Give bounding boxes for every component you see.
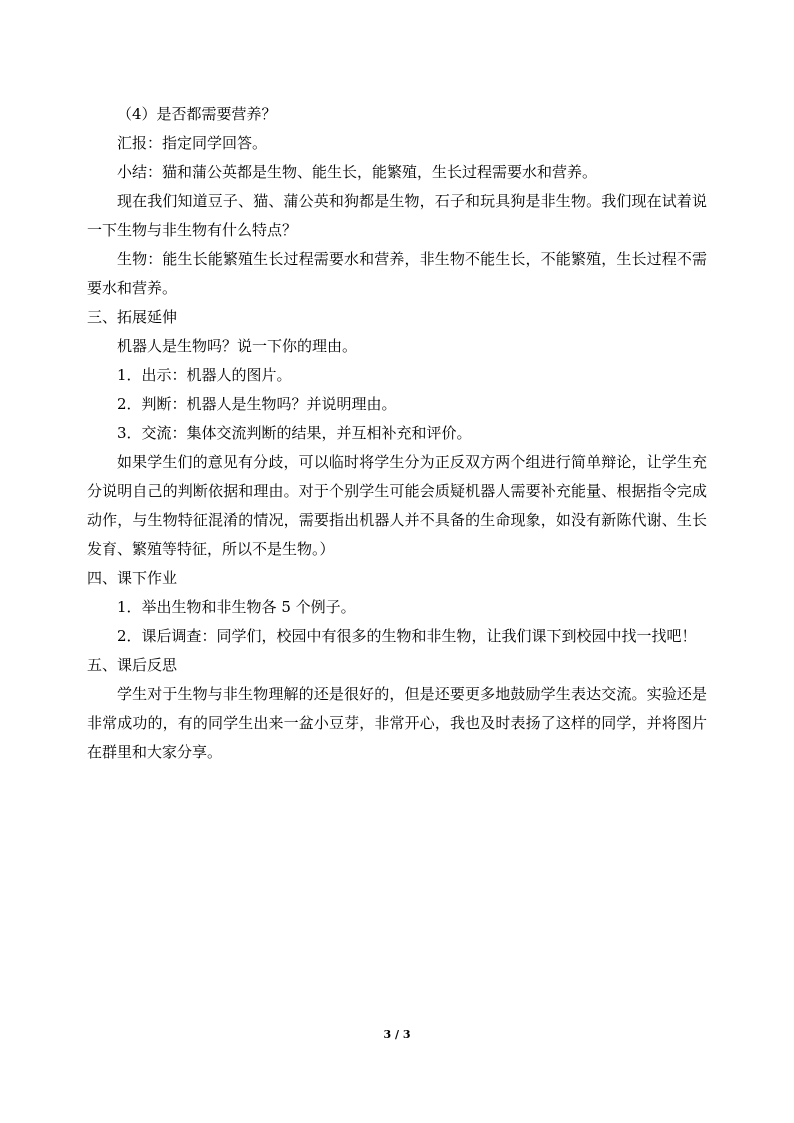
list-item-survey: 2．课后调查：同学们，校园中有很多的生物和非生物，让我们课下到校园中找一找吧！ — [117, 627, 697, 645]
paragraph-robot-question: 机器人是生物吗？说一下你的理由。 — [117, 337, 358, 355]
document-body — [87, 100, 707, 767]
paragraph-debate-note: 如果学生们的意见有分歧，可以临时将学生分为正反双方两个组进行简单辩论，让学生充分说明自己的判断依据和理由。对于个别学生可能会质疑机器人需要补充能量、根据指令完成动作，与生物特征混淆的情况，需要指出机器人并不具备的生命现象，如没有新陈代谢、生长发育、繁殖等特征，所以不是生物。） — [87, 453, 707, 558]
paragraph-reflection: 学生对于生物与非生物理解的还是很好的，但是还要更多地鼓励学生表达交流。实验还是非常成功的，有的同学生出来一盆小豆芽，非常开心，我也及时表扬了这样的同学，并将图片在群里和大家分享。 — [87, 685, 707, 761]
list-item-discuss: 3．交流：集体交流判断的结果，并互相补充和评价。 — [117, 424, 472, 442]
paragraph-report: 汇报：指定同学回答。 — [117, 134, 268, 152]
paragraph-summary: 小结：猫和蒲公英都是生物、能生长，能繁殖，生长过程需要水和营养。 — [117, 163, 598, 181]
section-heading-homework: 四、课下作业 — [87, 569, 178, 587]
paragraph-question-4: （4）是否都需要营养？ — [117, 105, 277, 123]
section-heading-reflection: 五、课后反思 — [87, 656, 178, 674]
paragraph-characteristics: 生物：能生长能繁殖生长过程需要水和营养，非生物不能生长，不能繁殖，生长过程不需要水和营养。 — [87, 250, 707, 297]
page-number: 3 / 3 — [383, 1028, 411, 1041]
list-item-judge: 2．判断：机器人是生物吗？并说明理由。 — [117, 395, 397, 413]
list-item-examples: 1．举出生物和非生物各 5 个例子。 — [117, 598, 356, 616]
section-heading-extension: 三、拓展延伸 — [87, 308, 178, 326]
list-item-show-picture: 1．出示：机器人的图片。 — [117, 366, 292, 384]
paragraph-comparison-prompt: 现在我们知道豆子、猫、蒲公英和狗都是生物，石子和玩具狗是非生物。我们现在试着说一下生物与非生物有什么特点？ — [87, 192, 707, 239]
